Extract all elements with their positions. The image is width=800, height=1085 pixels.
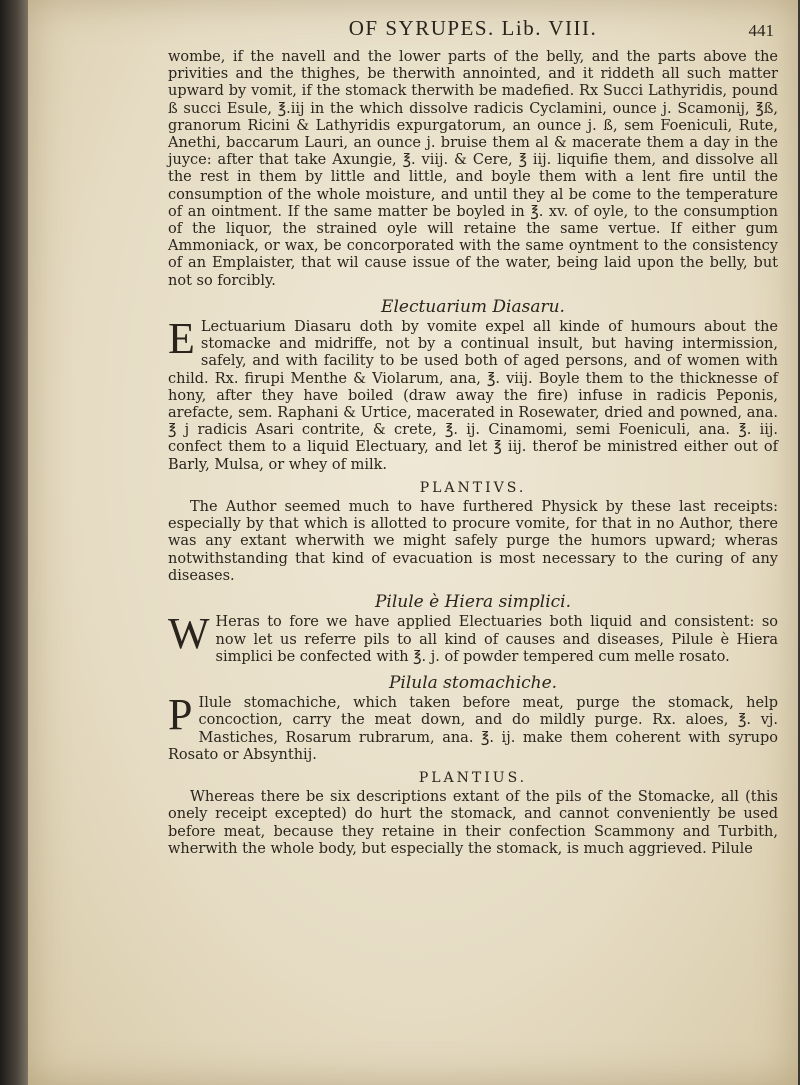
section-intro-paragraph: wombe, if the navell and the lower parts of the belly, and the parts above the privities and the thighes, be therwith annointed, and it riddeth all such matter upward by vomit, if the stomack therwith be madefied. Rx Succi Lathyridis, pound ß succi Esule, ℥.iij in the which dissolve radicis Cyclamini, ounce j. Scamonij, ℥ß, granorum Ricini & Lathyridis expurgatorum, an ounce j. ß, sem Foeniculi, Rute, Anethi, baccarum Lauri, an ounce j. bruise them al & macerate them a day in the juyce: after that take Axungie, ℥. viij. & Cere, ℥ iij. liquifie them, and dissolve all the rest in them by little and little, and boyle them with a lent fire until the consumption of the whole moisture, and until they al be come to the temperature of an ointment. If the same matter be boyled in ℥. xv. of oyle, to the consumption of the liquor, the strained oyle will retaine the same vertue. If either gum Ammoniack, or wax, be concorporated with the same oyntment to the consistency of an Emplaister, that wil cause issue of the water, being laid upon the belly, but not so forcibly. [168,49,778,289]
pilula-stomachiche-paragraph [168,690,778,764]
drop-capital-p: P [168,690,193,740]
drop-capital-w: W [168,609,210,659]
plantivs-paragraph: The Author seemed much to have furthered Physick by these last receipts: especially by that which is allotted to procure vomite, for that in no Author, there was any extant wherwith we might safely purge the humors upward; wheras notwithstanding that kind of evacuation is most necessary to the curing of any diseases. [168,499,778,584]
running-head [168,16,778,46]
running-head-title: OF SYRUPES. Lib. VIII. [348,16,598,40]
heading-plantius: PLANTIUS. [418,769,528,786]
electuarium-body: Lectuarium Diasaru doth by vomite expel all kinde of humours about the stomacke and midriffe, not by a continual insult, but having intermission, safely, and with facility to be used both of aged persons, and of women with child. Rx. firupi Menthe & Violarum, ana, ℥. viij. Boyle them to the thicknesse of hony, after they have boiled (draw away the fire) infuse in radicis Peponis, arefacte, sem. Raphani & Urtice, macerated in Rosewater, dried and powned, ana. ℥ j radicis Asari contrite, & crete, ℥. ij. Cinamomi, semi Foeniculi, ana. ℥. iij. confect them to a liquid Electuary, and let ℥ iij. therof be ministred either out of Barly, Mulsa, or whey of milk. [168,319,778,473]
page-text [168,16,778,858]
plantius-paragraph: Whereas there be six descriptions extant of the pils of the Stomacke, all (this onely receipt excepted) do hurt the stomack, and cannot conveniently be used before meat, because they retaine in their confection Scammony and Turbith, wherwith the whole body, but especially the stomack, is much aggrieved. Pilule [168,789,778,857]
heading-pilule-hiera-simplici: Pilule è Hiera simplici. [374,592,571,613]
pilule-hiera-body: Heras to fore we have applied Electuaries both liquid and consistent: so now let us referre pils to all kind of causes and diseases, Pilule è Hiera simplici be confected with ℥. j. of powder tempered cum melle rosato. [215,614,778,665]
heading-pilula-stomachiche: Pilula stomachiche. [388,672,558,693]
electuarium-paragraph [168,314,778,474]
pilule-hiera-paragraph [168,609,778,666]
drop-capital-e: E [168,314,195,364]
heading-electuarium-diasaru: Electuarium Diasaru. [381,296,565,317]
heading-plantivs: PLANTIVS. [419,479,527,496]
book-page [28,0,798,1085]
pilula-stomachiche-body: Ilule stomachiche, which taken before meat, purge the stomack, help concoction, carry the meat down, and do mildly purge. Rx. aloes, ℥. vj. Mastiches, Rosarum rubrarum, ana. ℥. ij. make them coherent with syrupo Rosato or Absynthij. [168,695,778,763]
book-gutter [0,0,28,1085]
page-number: 441 [748,21,774,40]
